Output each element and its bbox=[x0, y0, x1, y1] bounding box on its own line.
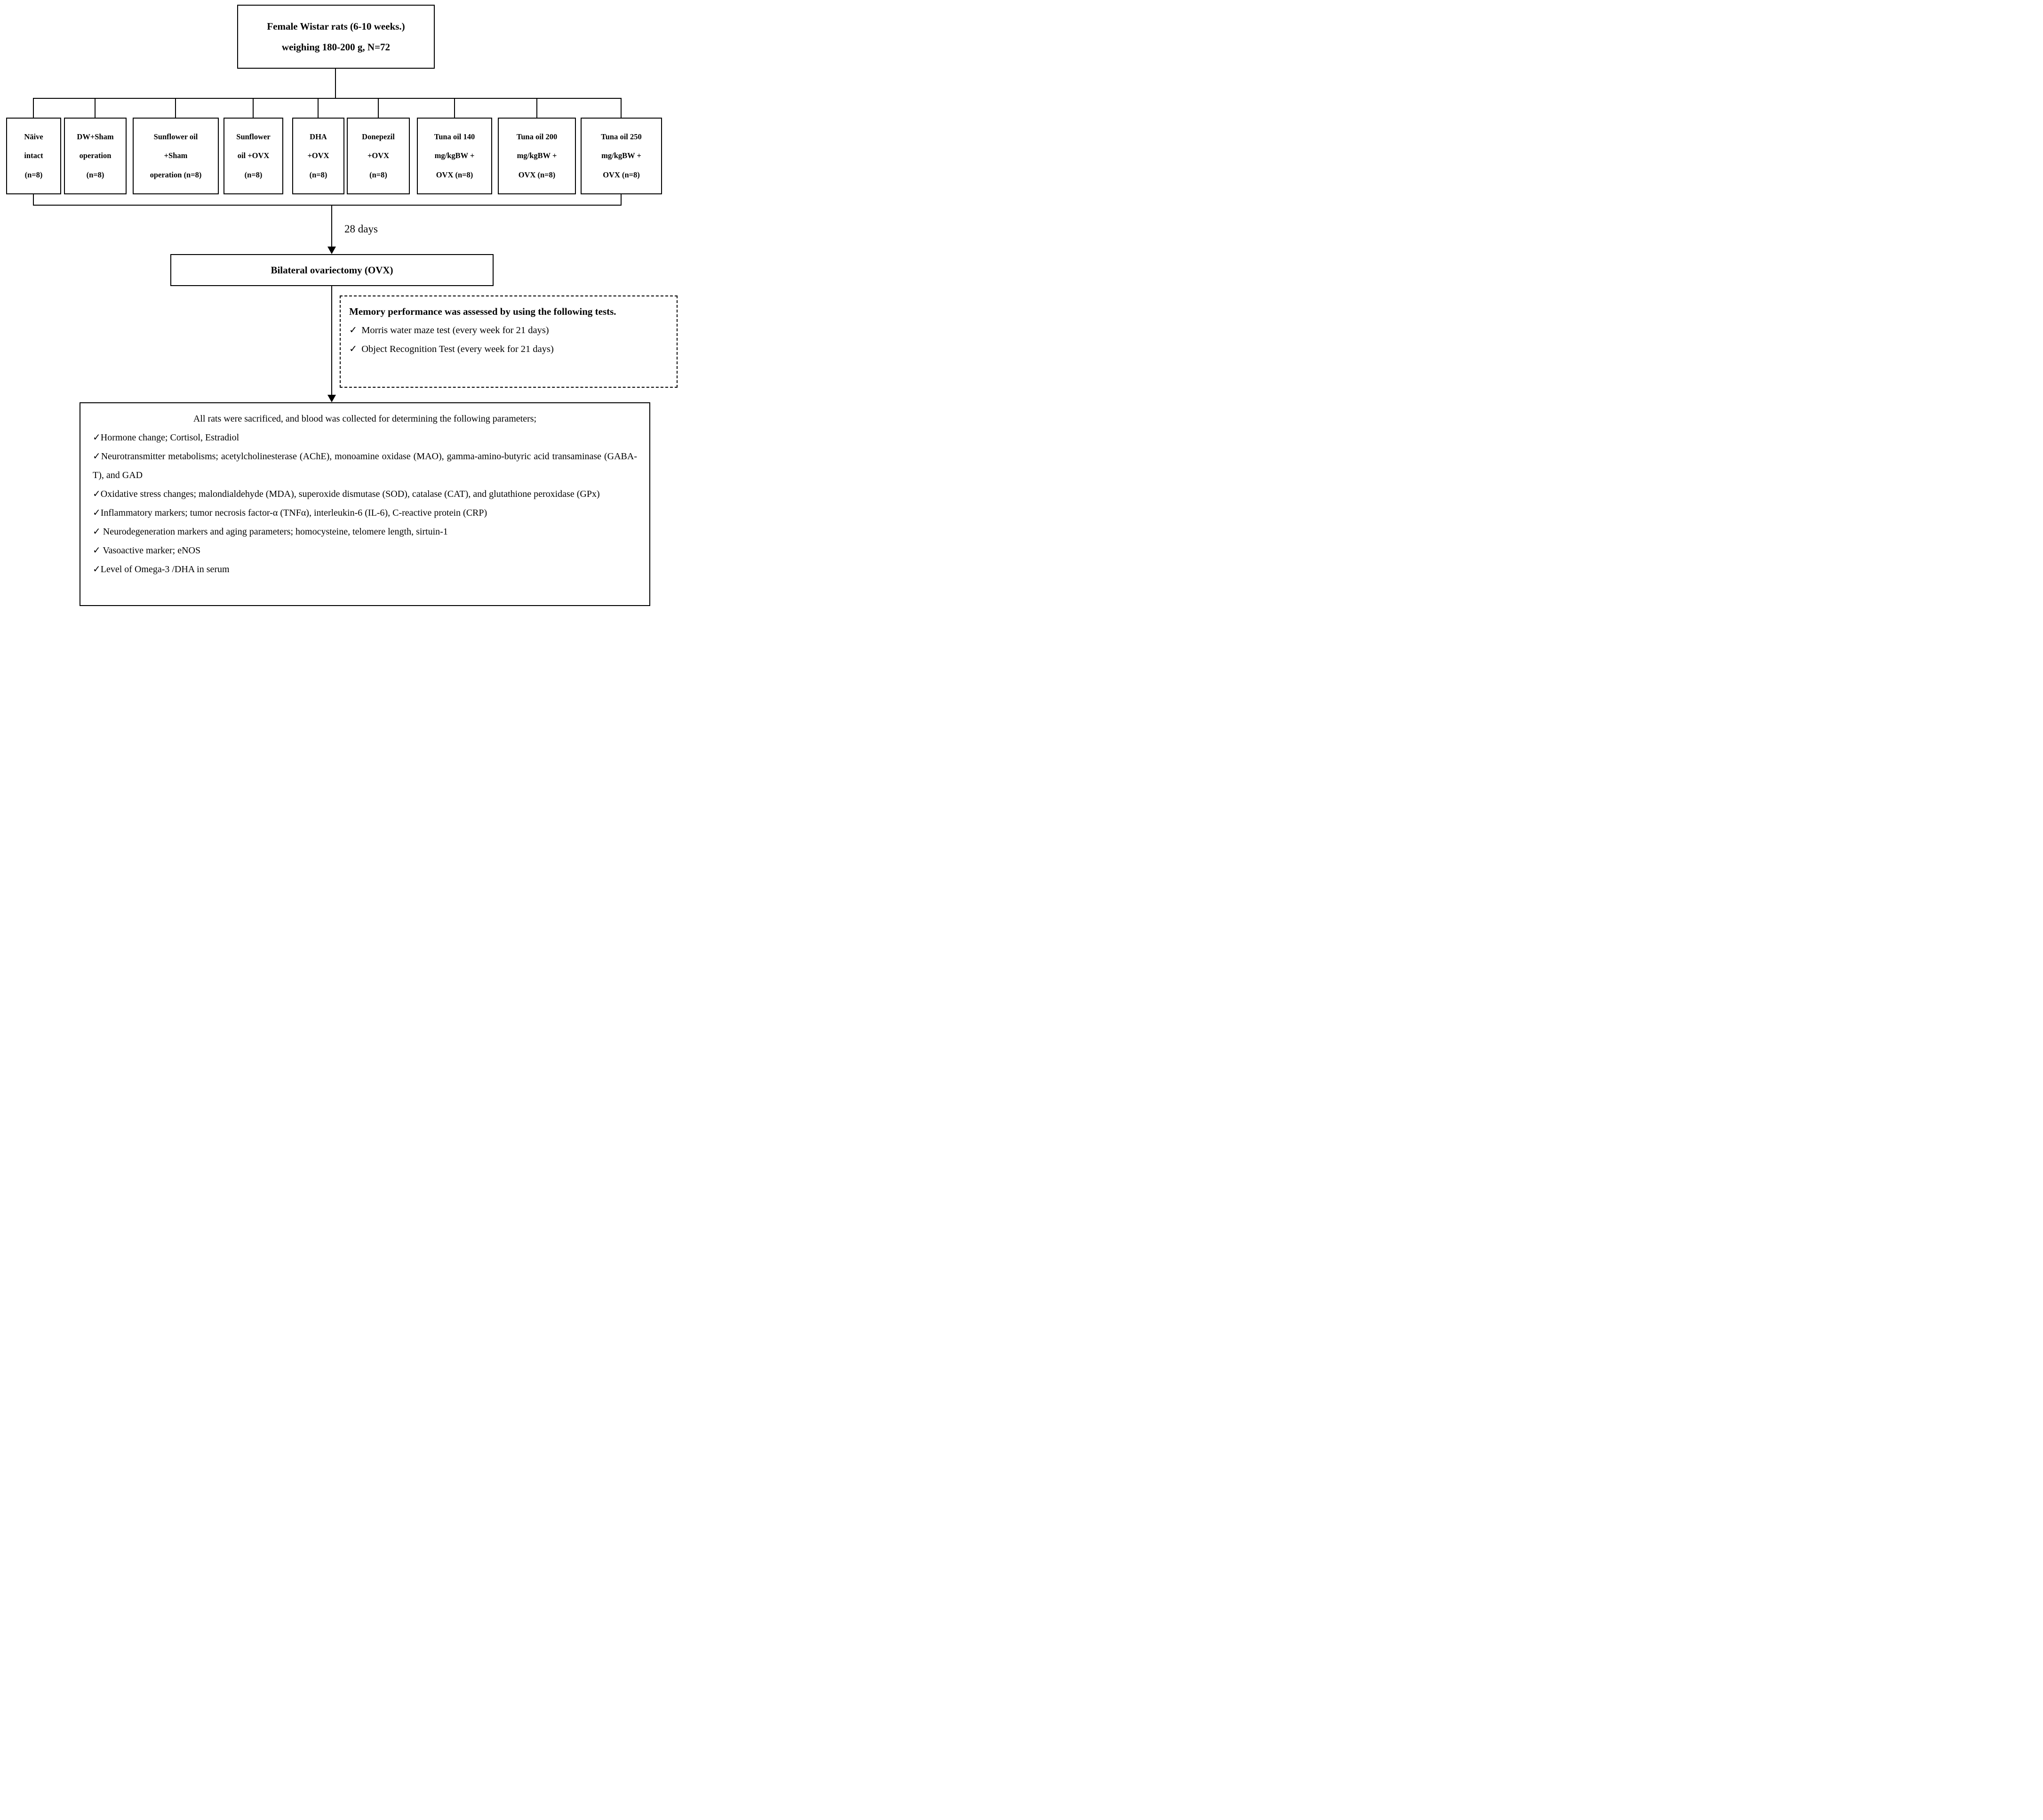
checkmark-icon: ✓ bbox=[93, 545, 101, 556]
ovx-box bbox=[170, 254, 494, 286]
checkmark-icon: ✓ bbox=[93, 432, 101, 443]
group-line: +OVX bbox=[307, 151, 329, 160]
checkmark-icon: ✓ bbox=[93, 527, 101, 537]
outcome-parameters-box bbox=[80, 402, 650, 606]
branch-stub-6 bbox=[378, 98, 379, 118]
group-line: mg/kgBW + bbox=[517, 151, 557, 160]
outcome-item-text: Neurotransmitter metabolisms; acetylcholinesterase (AChE), monoamine oxidase (MAO), gamma-amino-butyric acid transaminase (GABA-T), and GAD bbox=[93, 451, 637, 480]
branch-stub-1 bbox=[33, 98, 34, 118]
checkmark-icon: ✓ bbox=[93, 508, 101, 518]
group-box-dha-ovx bbox=[292, 118, 344, 194]
group-box-sunflower-sham bbox=[133, 118, 219, 194]
population-line-2: weighing 180-200 g, N=72 bbox=[281, 41, 391, 53]
outcome-item bbox=[93, 485, 637, 503]
outcome-item-text: Inflammatory markers; tumor necrosis factor-α (TNFα), interleukin-6 (IL-6), C-reactive protein (CRP) bbox=[100, 508, 487, 518]
branch-stub-5 bbox=[318, 98, 319, 118]
group-box-tuna-oil-250 bbox=[581, 118, 662, 194]
branch-stub-8 bbox=[536, 98, 537, 118]
group-line: Tuna oil 250 bbox=[601, 132, 642, 141]
group-line: operation bbox=[79, 151, 112, 160]
bracket-stub-left bbox=[33, 194, 34, 206]
group-line: Tuna oil 200 bbox=[516, 132, 558, 141]
down-arrow-icon bbox=[327, 395, 336, 402]
group-line: (n=8) bbox=[369, 170, 387, 179]
connector-top-vertical bbox=[335, 69, 336, 98]
group-line: intact bbox=[24, 151, 43, 160]
group-line: Donepezil bbox=[362, 132, 395, 141]
group-box-donepezil-ovx bbox=[347, 118, 410, 194]
branch-stub-2 bbox=[95, 98, 96, 118]
branch-stub-9 bbox=[621, 98, 622, 118]
group-box-tuna-oil-200 bbox=[498, 118, 576, 194]
branch-stub-7 bbox=[454, 98, 455, 118]
checkmark-icon: ✓ bbox=[93, 564, 101, 575]
branch-stub-4 bbox=[253, 98, 254, 118]
group-line: (n=8) bbox=[244, 170, 263, 179]
memory-test-text: Object Recognition Test (every week for 21 days) bbox=[361, 343, 554, 354]
group-line: DHA bbox=[310, 132, 327, 141]
branch-horizontal-line bbox=[33, 98, 622, 99]
group-line: Sunflower oil bbox=[153, 132, 198, 141]
group-line: +Sham bbox=[164, 151, 188, 160]
outcome-item-text: Oxidative stress changes; malondialdehyde (MDA), superoxide dismutase (SOD), catalase (CAT), and glutathione peroxidase (GPx) bbox=[100, 489, 600, 499]
outcome-item-text: Hormone change; Cortisol, Estradiol bbox=[100, 432, 239, 443]
memory-tests-box bbox=[340, 295, 678, 388]
group-box-tuna-oil-140 bbox=[417, 118, 492, 194]
population-line-1: Female Wistar rats (6-10 weeks.) bbox=[267, 20, 405, 32]
group-box-dw-sham bbox=[64, 118, 127, 194]
checkmark-icon: ✓ bbox=[93, 451, 101, 462]
group-line: DW+Sham bbox=[77, 132, 114, 141]
arrow-line-to-outcome bbox=[331, 286, 332, 395]
branch-stub-3 bbox=[175, 98, 176, 118]
group-box-naive-intact bbox=[6, 118, 61, 194]
checkmark-icon: ✓ bbox=[349, 325, 358, 335]
outcome-item bbox=[93, 503, 637, 522]
group-line: mg/kgBW + bbox=[434, 151, 475, 160]
outcome-item-text: Vasoactive marker; eNOS bbox=[100, 545, 201, 556]
study-design-flowchart bbox=[0, 0, 681, 608]
memory-test-text: Morris water maze test (every week for 21 days) bbox=[361, 325, 549, 335]
outcome-item bbox=[93, 428, 637, 447]
group-line: OVX (n=8) bbox=[603, 170, 640, 179]
group-line: +OVX bbox=[367, 151, 390, 160]
population-box bbox=[237, 5, 435, 69]
outcome-intro: All rats were sacrificed, and blood was collected for determining the following parameters; bbox=[193, 414, 537, 424]
memory-test-item bbox=[349, 340, 668, 359]
outcome-item bbox=[93, 560, 637, 579]
group-line: (n=8) bbox=[86, 170, 104, 179]
group-line: Näive bbox=[24, 132, 43, 141]
group-line: OVX (n=8) bbox=[518, 170, 556, 179]
group-line: OVX (n=8) bbox=[436, 170, 473, 179]
outcome-item-text: Level of Omega-3 /DHA in serum bbox=[100, 564, 230, 575]
checkmark-icon: ✓ bbox=[93, 489, 101, 499]
group-box-sunflower-ovx bbox=[223, 118, 283, 194]
arrow-line-to-ovx bbox=[331, 205, 332, 247]
memory-tests-title: Memory performance was assessed by using the following tests. bbox=[349, 306, 616, 317]
group-line: oil +OVX bbox=[237, 151, 270, 160]
down-arrow-icon bbox=[327, 247, 336, 254]
bracket-horizontal-line bbox=[33, 205, 622, 206]
memory-test-item bbox=[349, 321, 668, 340]
group-line: (n=8) bbox=[24, 170, 43, 179]
group-line: Sunflower bbox=[236, 132, 271, 141]
bracket-stub-right bbox=[621, 194, 622, 206]
group-line: mg/kgBW + bbox=[601, 151, 641, 160]
duration-label: 28 days bbox=[344, 223, 378, 235]
group-line: Tuna oil 140 bbox=[434, 132, 475, 141]
outcome-item-text: Neurodegeneration markers and aging parameters; homocysteine, telomere length, sirtuin-1 bbox=[100, 527, 448, 537]
checkmark-icon: ✓ bbox=[349, 343, 358, 354]
group-line: operation (n=8) bbox=[150, 170, 202, 179]
outcome-item bbox=[93, 541, 637, 560]
ovx-label: Bilateral ovariectomy (OVX) bbox=[271, 264, 393, 276]
outcome-item bbox=[93, 447, 637, 485]
group-line: (n=8) bbox=[309, 170, 327, 179]
outcome-item bbox=[93, 522, 637, 541]
